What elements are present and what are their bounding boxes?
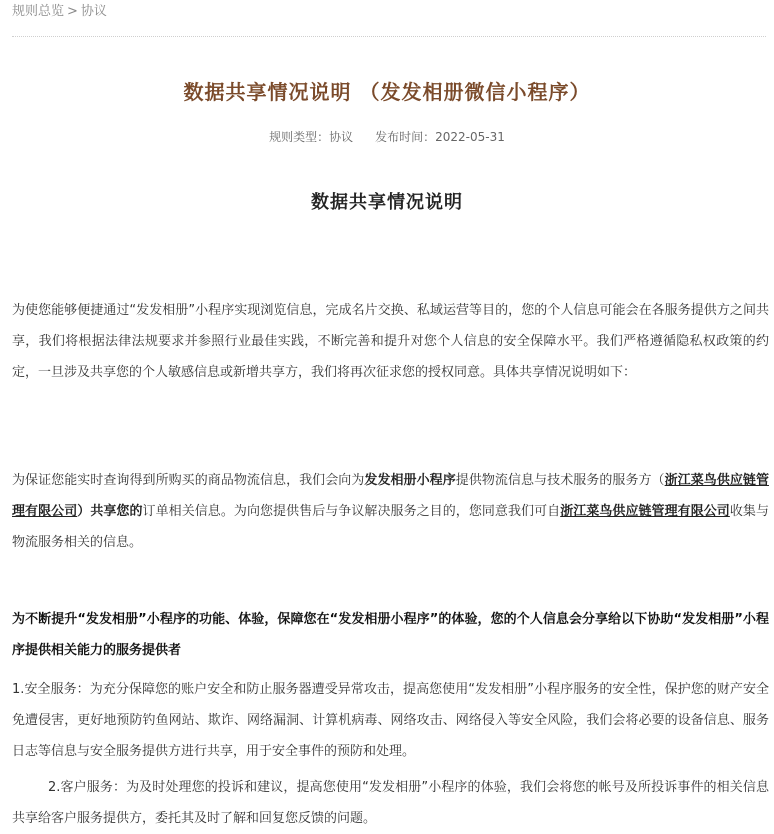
intro-paragraph: 为使您能够便捷通过“发发相册”小程序实现浏览信息，完成名片交换、私域运营等目的，您的个人信息可能会在各服务提供方之间共享，我们将根据法律法规要求并参照行业最佳实践，不断完善和提升对您个人信息的安全保障水平。我们严格遵循隐私权政策的约定，一旦涉及共享您的个人敏感信息或新增共享方，我们将再次征求您的授权同意。具体共享情况说明如下： xyxy=(12,303,769,380)
breadcrumb xyxy=(12,2,107,22)
meta-type-value: 协议 xyxy=(329,130,354,144)
logistics-share-text: 共享您的 xyxy=(90,504,143,519)
meta-date-value: 2022-05-31 xyxy=(435,130,505,144)
doc-title: 数据共享情况说明 xyxy=(311,192,463,213)
logistics-company-link-1[interactable]: 浙江菜鸟供应链管理有限公司 xyxy=(12,473,769,519)
breadcrumb-separator: > xyxy=(67,4,78,19)
logistics-company-link-2[interactable]: 浙江菜鸟供应链管理有限公司 xyxy=(560,504,730,519)
logistics-app-name: 发发相册小程序 xyxy=(364,473,456,488)
logistics-text-5: 收集与物流服务相关的信息。 xyxy=(12,504,769,550)
logistics-text-2: 提供物流信息与技术服务的服务方（ xyxy=(455,473,665,488)
logistics-paragraph xyxy=(12,465,769,558)
page-title: 数据共享情况说明 （发发相册微信小程序） xyxy=(183,80,591,104)
logistics-text-1: 为保证您能实时查询得到所购买的商品物流信息，我们会向为 xyxy=(12,473,365,488)
breadcrumb-root-link[interactable]: 规则总览 xyxy=(12,4,65,19)
sharing-heading: 为不断提升“发发相册”小程序的功能、体验，保障您在“发发相册小程序”的体验，您的个人信息会分享给以下协助“发发相册”小程序提供相关能力的服务提供者 xyxy=(12,612,769,658)
meta-date-label: 发布时间： xyxy=(375,130,436,144)
logistics-text-3: ） xyxy=(77,504,91,519)
security-service-paragraph: 1.安全服务：为充分保障您的账户安全和防止服务器遭受异常攻击，提高您使用“发发相册”小程序服务的安全性，保护您的财产安全免遭侵害，更好地预防钓鱼网站、欺诈、网络漏洞、计算机病毒、网络攻击、网络侵入等安全风险，我们会将必要的设备信息、服务日志等信息与安全服务提供方进行共享，用于安全事件的预防和处理。 xyxy=(12,682,769,759)
meta-info xyxy=(0,128,774,145)
header-divider xyxy=(12,36,766,37)
meta-type-label: 规则类型： xyxy=(269,130,330,144)
logistics-text-4: 订单相关信息。为向您提供售后与争议解决服务之目的，您同意我们可自 xyxy=(142,504,561,519)
customer-service-paragraph: 2.客户服务：为及时处理您的投诉和建议，提高您使用“发发相册”小程序的体验，我们会将您的帐号及所投诉事件的相关信息共享给客户服务提供方，委托其及时了解和回复您反馈的问题。 xyxy=(12,780,769,826)
breadcrumb-current-link[interactable]: 协议 xyxy=(80,4,107,19)
